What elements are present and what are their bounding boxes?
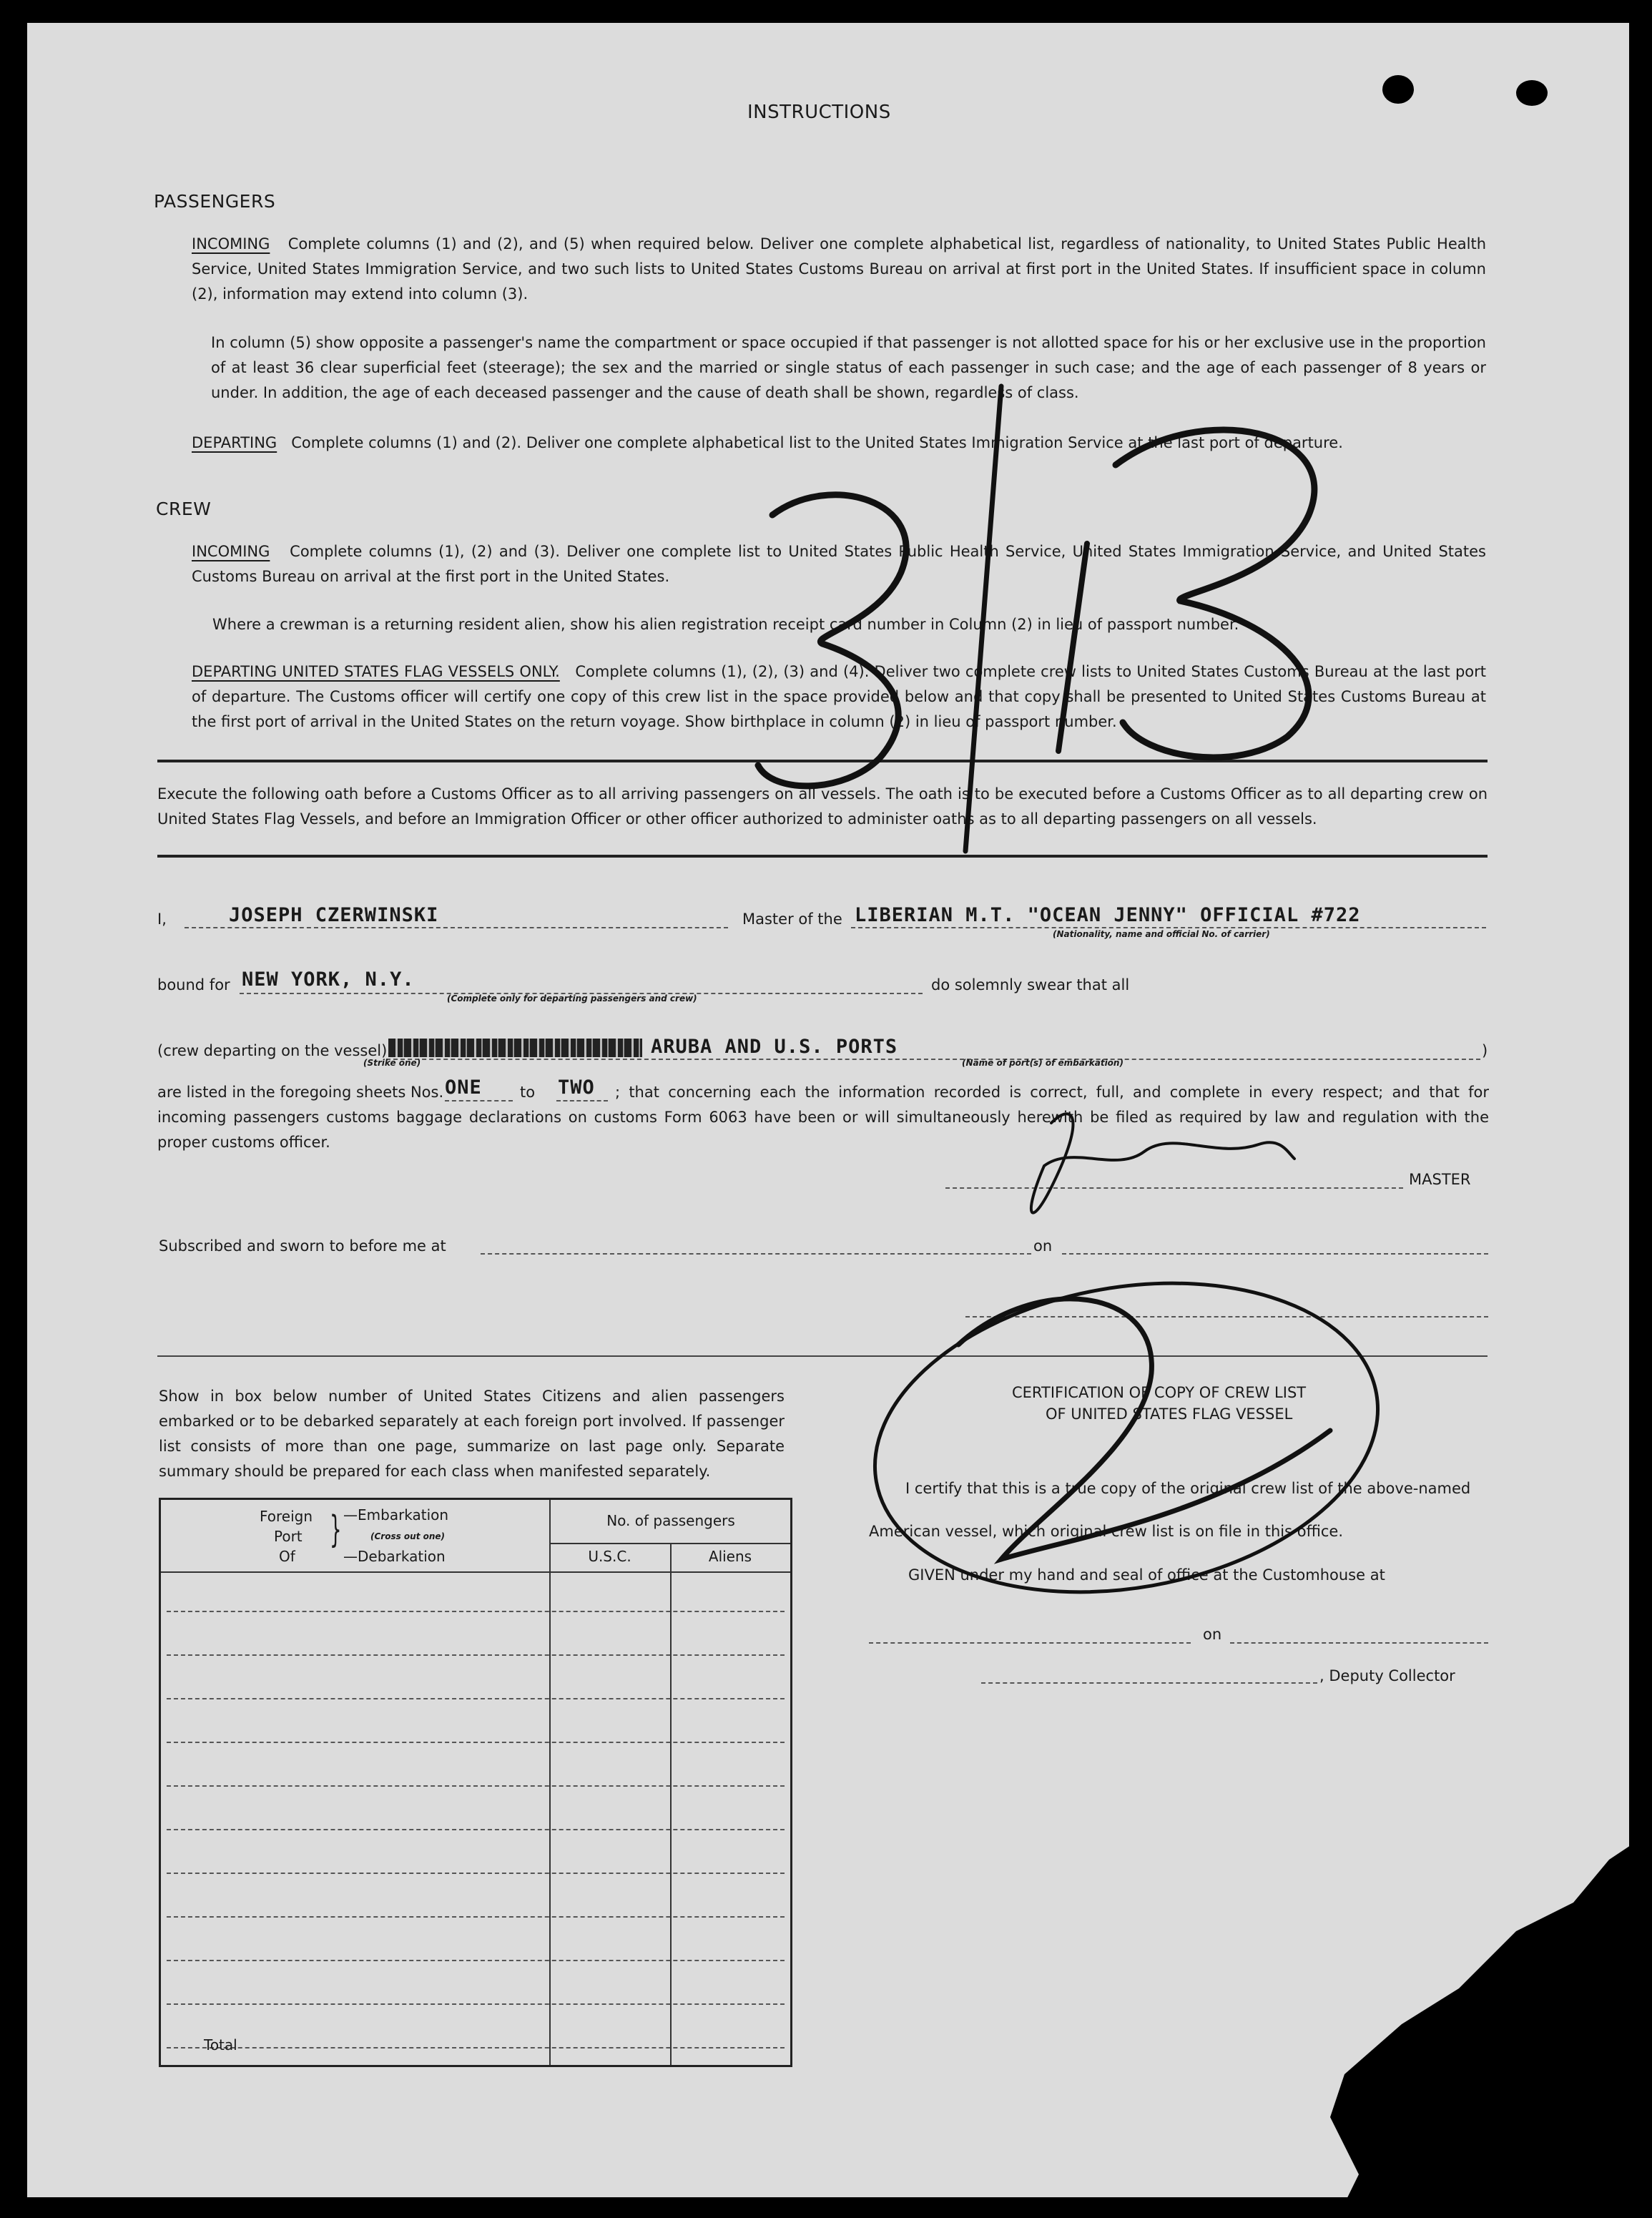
master-of-label: Master of the bbox=[742, 911, 842, 928]
foreign-label: Foreign bbox=[260, 1508, 313, 1525]
passengers-incoming-label: INCOMING bbox=[192, 235, 270, 252]
passengers-departing-label: DEPARTING bbox=[192, 434, 277, 451]
sheet-from-value: ONE bbox=[445, 1076, 482, 1099]
of-label: Of bbox=[279, 1548, 295, 1565]
given-text: GIVEN under my hand and seal of office at the Customhouse at bbox=[908, 1566, 1385, 1584]
subscribed-label: Subscribed and sworn to before me at bbox=[159, 1237, 446, 1255]
punch-hole bbox=[1382, 75, 1414, 104]
certification-title-line1: CERTIFICATION OF COPY OF CREW LIST bbox=[1012, 1384, 1307, 1401]
passengers-departing-text: Complete columns (1) and (2). Deliver one complete alphabetical list to the United States Immigration Service at the last port of departure. bbox=[291, 434, 1343, 451]
aliens-header: Aliens bbox=[708, 1548, 752, 1565]
passengers-column5-paragraph: In column (5) show opposite a passenger's name the compartment or space occupied if that passenger is not allotted space for his or her exclusive use in the proportion of at least 36 clear superficial feet (steerage); the sex and the married or single status of each passenger in such case; and the age of each passenger of 8 years or under. In addition, the age of each deceased passenger and the cause of death shall be shown, regardless of class. bbox=[211, 334, 1486, 401]
oath-statement: ; that concerning each the information recorded is correct, full, and complete in every respect; and that for incoming passengers customs baggage declarations on customs Form 6063 have been or will simultaneously herewith be filed as required by law and regulation with the proper customs officer. bbox=[157, 1084, 1489, 1151]
certify-text-line2: American vessel, which original crew list is on file in this office. bbox=[869, 1523, 1344, 1540]
punch-hole bbox=[1516, 80, 1548, 106]
summary-instructions: Show in box below number of United States Citizens and alien passengers embarked or to be debarked separately at each foreign port involved. If passenger list consists of more than one page, summarize on last page only. Separate summary should be prepared for each class when manifested separately. bbox=[159, 1388, 785, 1480]
embarkation-label: —Embarkation bbox=[343, 1506, 449, 1523]
crew-departing-text: Complete columns (1), (2), (3) and (4). Deliver two complete crew lists to United States Customs Bureau at the last port of departure. The Customs officer will certify one copy of this crew list in the space provided below and that copy shall be presented to United States Customs Bureau at the first port of arrival in the United States on the return voyage. Show birthplace in column (2) in lieu of passport number. bbox=[192, 663, 1486, 730]
certification-on-label: on bbox=[1203, 1626, 1222, 1643]
torn-corner bbox=[1330, 1831, 1652, 2218]
deputy-collector-label: , Deputy Collector bbox=[1319, 1667, 1455, 1684]
passengers-heading: PASSENGERS bbox=[154, 191, 276, 212]
total-label: Total bbox=[204, 2036, 237, 2053]
page-number-digit-3 bbox=[758, 495, 906, 786]
page-number-digit-1 bbox=[1058, 544, 1087, 751]
crew-incoming-label: INCOMING bbox=[192, 543, 270, 560]
crew-resident-paragraph: Where a crewman is a returning resident alien, show his alien registration receipt card number in Column (2) in lieu of passport number. bbox=[212, 616, 1239, 633]
cross-out-note: (Cross out one) bbox=[370, 1531, 446, 1541]
embark-ports-value: ARUBA AND U.S. PORTS bbox=[651, 1036, 898, 1058]
circled-digit-2 bbox=[958, 1299, 1330, 1559]
crew-departing-label: DEPARTING UNITED STATES FLAG VESSELS ONLY. bbox=[192, 663, 560, 680]
usc-header: U.S.C. bbox=[588, 1548, 631, 1565]
debarkation-label: —Debarkation bbox=[343, 1548, 446, 1565]
crew-departing-label: (crew departing on the vessel) bbox=[157, 1042, 388, 1059]
certify-text-line1: I certify that this is a true copy of the original crew list of the above-named bbox=[905, 1480, 1471, 1497]
subscribed-on-label: on bbox=[1033, 1237, 1053, 1255]
crew-incoming-text: Complete columns (1), (2) and (3). Deliver one complete list to United States Public Health Service, United States Immigration Service, and United States Customs Bureau on arrival at the first port in the United States. bbox=[192, 543, 1486, 585]
vessel-value: LIBERIAN M.T. "OCEAN JENNY" OFFICIAL #722 bbox=[855, 904, 1361, 926]
crew-heading: CREW bbox=[156, 499, 212, 519]
master-name-value: JOSEPH CZERWINSKI bbox=[229, 904, 439, 926]
certification-title-line2: OF UNITED STATES FLAG VESSEL bbox=[1046, 1405, 1293, 1423]
no-passengers-header: No. of passengers bbox=[606, 1512, 735, 1529]
bound-for-label: bound for bbox=[157, 976, 230, 993]
master-label: MASTER bbox=[1409, 1171, 1471, 1188]
oath-i-label: I, bbox=[157, 911, 167, 928]
port-label: Port bbox=[274, 1528, 303, 1545]
oath-instruction: Execute the following oath before a Customs Officer as to all arriving passengers on all vessels. The oath is to be executed before a Customs Officer as to all departing crew on United States Flag Vessels, and before an Immigration Officer or other officer authorized to administer oaths as to all departing passengers on all vessels. bbox=[157, 785, 1488, 828]
page-title: INSTRUCTIONS bbox=[747, 102, 891, 123]
swear-text: do solemnly swear that all bbox=[931, 976, 1130, 993]
close-paren: ) bbox=[1482, 1042, 1488, 1059]
bound-for-value: NEW YORK, N.Y. bbox=[242, 968, 415, 991]
vessel-note: (Nationality, name and official No. of carrier) bbox=[1053, 929, 1270, 939]
page-number-slash bbox=[965, 386, 1001, 851]
brace-glyph: } bbox=[330, 1508, 342, 1551]
page-number-digit-3b bbox=[1116, 430, 1314, 757]
listed-label: are listed in the foregoing sheets Nos. bbox=[157, 1084, 444, 1101]
embark-note: (Name of port(s) of embarkation) bbox=[962, 1058, 1124, 1068]
to-label: to bbox=[520, 1084, 536, 1101]
passengers-incoming-text: Complete columns (1) and (2), and (5) when required below. Deliver one complete alphabetical list, regardless of nationality, to United States Public Health Service, United States Immigration Service, and two such lists to United States Customs Bureau on arrival at first port in the United States. If insufficient space in column (2), information may extend into column (3). bbox=[192, 235, 1487, 303]
sheet-to-value: TWO bbox=[558, 1076, 595, 1099]
master-signature bbox=[1031, 1114, 1294, 1212]
strike-note: (Strike one) bbox=[363, 1058, 421, 1068]
bound-for-note: (Complete only for departing passengers and crew) bbox=[447, 993, 697, 1004]
